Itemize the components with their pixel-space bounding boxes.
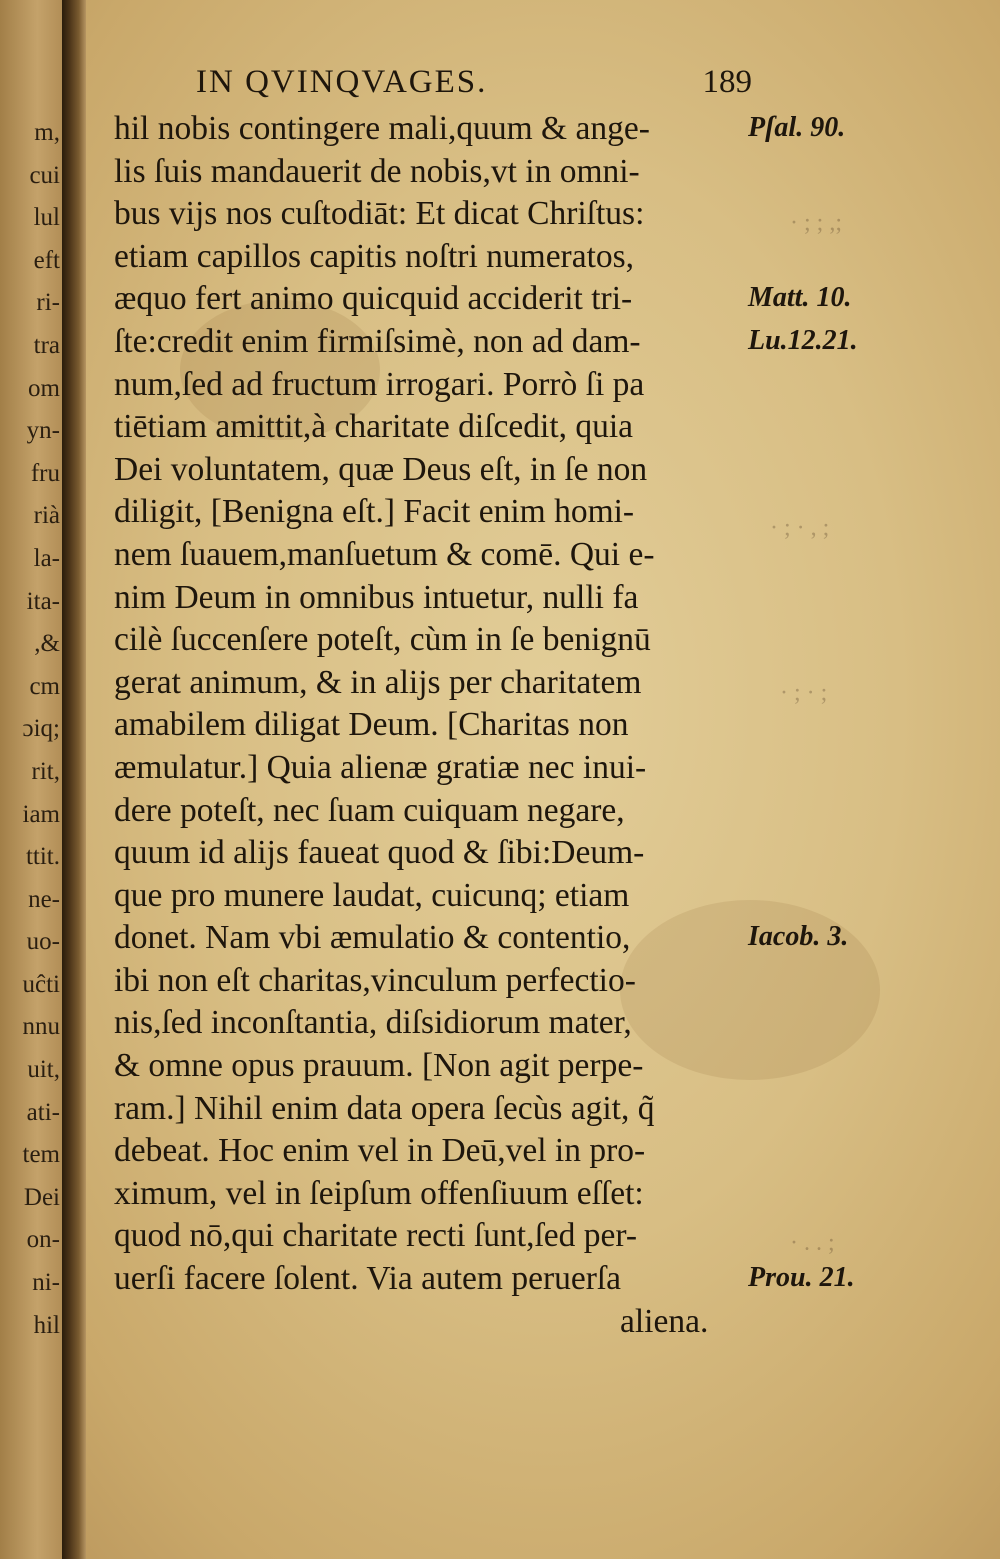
body-text <box>114 108 744 1343</box>
previous-page-fragment: tem <box>22 1141 60 1169</box>
text-line: uerſi facere ſolent. Via autem peruerſa <box>114 1260 622 1298</box>
previous-page-fragment: ɔiq; <box>22 715 60 743</box>
text-line: ſte:credit enim firmiſsimè, non ad dam- <box>114 322 641 360</box>
previous-page-fragment: ,& <box>34 630 60 658</box>
previous-page-fragment: on- <box>26 1226 60 1254</box>
text-line: diligit, [Benigna eſt.] Facit enim homi- <box>114 493 635 531</box>
text-line: etiam capillos capitis noſtri numeratos, <box>114 237 635 275</box>
previous-page-fragment: uo- <box>26 928 60 956</box>
previous-page-fragment: ita- <box>26 587 60 615</box>
previous-page-fragment: yn- <box>26 417 60 445</box>
previous-page-fragment: cui <box>29 161 60 189</box>
bleed-through-mark: · . . ; <box>790 1230 835 1256</box>
text-line: æmulatur.] Quia alienæ gratiæ nec inui- <box>114 748 647 786</box>
text-line: Dei voluntatem, quæ Deus eſt, in ſe non <box>114 450 648 488</box>
previous-page-fragment: m, <box>34 119 60 146</box>
bleed-through-mark: · ; · , ; <box>770 515 830 541</box>
text-line: nim Deum in omnibus intuetur, nulli fa <box>114 578 639 616</box>
previous-page-fragment: uĉti <box>22 970 60 998</box>
previous-page-fragment: tra <box>33 331 60 359</box>
previous-page-edge <box>0 0 62 1559</box>
previous-page-fragment: ttit. <box>25 843 60 871</box>
text-line: amabilem diligat Deum. [Charitas non <box>114 706 629 744</box>
previous-page-fragment: hil <box>33 1311 60 1339</box>
text-line: ximum, vel in ſeipſum offenſiuum eſſet: <box>114 1174 644 1212</box>
previous-page-fragment: cm <box>29 672 60 700</box>
previous-page-fragment: ri- <box>36 289 60 317</box>
margin-note: Matt. 10. <box>748 282 852 314</box>
previous-page-fragment: eft <box>33 246 60 274</box>
running-head <box>196 64 756 101</box>
text-line: donet. Nam vbi æmulatio & contentio, <box>114 919 631 957</box>
text-line: nis,ſed inconſtantia, diſsidiorum mater, <box>114 1004 632 1042</box>
text-line: gerat animum, & in alijs per charitatem <box>114 663 642 701</box>
text-line: bus vijs nos cuſtodiāt: Et dicat Chriſtus: <box>114 195 645 233</box>
text-line: quod nō,qui charitate recti ſunt,ſed per- <box>114 1217 638 1255</box>
text-line: dere poteſt, nec ſuam cuiquam negare, <box>114 791 625 829</box>
previous-page-fragment: rit, <box>31 757 60 785</box>
text-line: æquo fert animo quicquid acciderit tri- <box>114 280 633 318</box>
text-line: hil nobis contingere mali,quum & ange- <box>114 110 650 147</box>
previous-page-fragment: om <box>28 374 60 402</box>
running-head-title: IN QVINQVAGES. <box>196 64 488 100</box>
text-line: cilè ſuccenſere poteſt, cùm in ſe benignū <box>114 621 651 659</box>
previous-page-fragment: uit, <box>27 1056 60 1084</box>
text-line: nem ſuauem,manſuetum & comē. Qui e- <box>114 535 655 573</box>
previous-page-fragment: iam <box>22 800 60 828</box>
previous-page-fragment: ati- <box>26 1098 60 1126</box>
previous-page-fragment: ni- <box>32 1269 60 1297</box>
margin-note: Prou. 21. <box>748 1262 855 1294</box>
previous-page-fragment: ne- <box>28 885 60 913</box>
previous-page-fragment: Dei <box>23 1183 60 1211</box>
bleed-through-mark: · ; ; ,; <box>790 210 842 236</box>
text-line: debeat. Hoc enim vel in Deū,vel in pro- <box>114 1132 646 1170</box>
previous-page-fragment: fru <box>30 459 60 487</box>
margin-note: Lu.12.21. <box>748 325 858 356</box>
previous-page-fragment: lul <box>33 204 60 232</box>
previous-page-fragment: nnu <box>22 1013 60 1041</box>
text-line: ram.] Nihil enim data opera ſecùs agit, q̃ <box>114 1089 655 1127</box>
margin-note: Pſal. 90. <box>748 112 846 143</box>
margin-note: Iacob. 3. <box>748 921 849 953</box>
text-line: quum id alijs faueat quod & ſibi:Deum- <box>114 834 645 872</box>
text-line: aliena. <box>620 1302 709 1340</box>
previous-page-text-fragments <box>4 112 60 1347</box>
text-line: ibi non eſt charitas,vinculum perfectio- <box>114 961 636 999</box>
previous-page-fragment: rià <box>33 502 60 530</box>
text-line: & omne opus prauum. [Non agit perpe- <box>114 1047 644 1085</box>
book-gutter <box>62 0 86 1559</box>
text-line: que pro munere laudat, cuicunq; etiam <box>114 876 630 914</box>
previous-page-fragment: la- <box>33 544 60 572</box>
text-line: num,ſed ad fructum irrogari. Porrò ſi pa <box>114 365 645 403</box>
text-line: lis ſuis mandauerit de nobis,vt in omni- <box>114 152 640 190</box>
text-line: tiētiam amittit,à charitate diſcedit, quia <box>114 408 634 446</box>
page-number: 189 <box>702 64 752 100</box>
bleed-through-mark: · ; · ; <box>780 680 828 706</box>
